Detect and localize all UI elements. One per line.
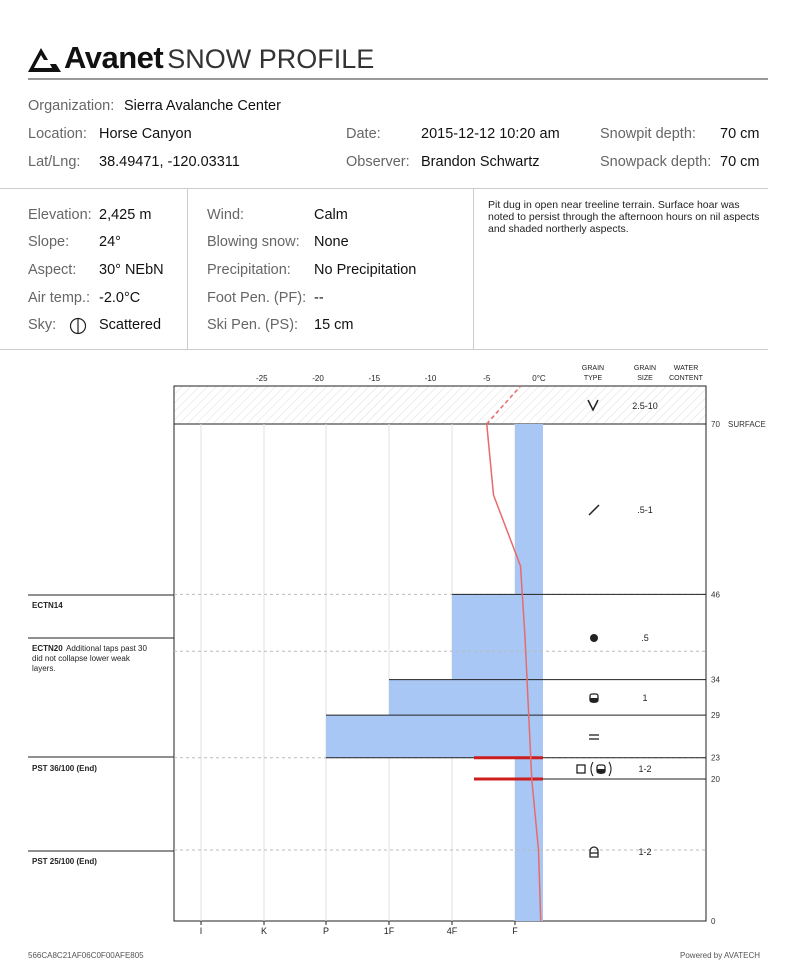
ski-pen-value: 15 cm bbox=[314, 317, 354, 333]
date-label: Date: bbox=[346, 126, 381, 142]
brand-subtitle: SNOW PROFILE bbox=[167, 44, 375, 74]
hardness-bar bbox=[389, 680, 543, 716]
grain-type-header-1: GRAIN bbox=[581, 365, 605, 372]
elevation-value: 2,425 m bbox=[99, 207, 152, 223]
temp-tick-label: -15 bbox=[368, 374, 381, 383]
precipitation-value: No Precipitation bbox=[314, 262, 417, 278]
temperature-axis bbox=[256, 374, 546, 383]
air-temp-label: Air temp.: bbox=[28, 290, 91, 306]
hardness-tick-label: P bbox=[322, 926, 330, 936]
test-name-ectn20: ECTN20 bbox=[32, 644, 63, 653]
hardness-axis bbox=[200, 921, 519, 936]
hardness-bars bbox=[326, 424, 543, 921]
pit-comment: Pit dug in open near treeline terrain. Surface hoar was noted to persist through the afternoon hours on nil aspects and shaded northerly aspects. bbox=[488, 199, 760, 235]
observer-label: Observer: bbox=[346, 154, 410, 170]
faceting-rounded-icon bbox=[590, 847, 598, 857]
air-temp-value: -2.0°C bbox=[99, 290, 141, 306]
grain-size-layer-3: 1 bbox=[642, 693, 648, 703]
sky-label: Sky: bbox=[28, 317, 57, 333]
depth-label: 46 bbox=[711, 590, 720, 600]
hardness-bar bbox=[452, 594, 543, 679]
test-note-ectn20: Additional taps past 30 did not collapse lower weak layers. bbox=[32, 644, 147, 673]
grain-size-layer-5: 1-2 bbox=[638, 764, 652, 774]
snowpit-depth-label: Snowpit depth: bbox=[600, 126, 696, 142]
surface-grain-size: 2.5-10 bbox=[632, 401, 658, 411]
slope-label: Slope: bbox=[28, 234, 70, 250]
wind-label: Wind: bbox=[207, 207, 245, 223]
hardness-bar bbox=[515, 424, 543, 594]
plot-frame bbox=[174, 424, 706, 921]
melt-freeze-crust-icon bbox=[589, 735, 599, 739]
aspect-value: 30° NEbN bbox=[99, 262, 164, 278]
temp-tick-label: -5 bbox=[483, 374, 491, 383]
wind-value: Calm bbox=[314, 207, 348, 223]
rounding-faceted-icon bbox=[590, 694, 598, 703]
snowpack-depth-label: Snowpack depth: bbox=[600, 154, 712, 170]
faceted-crystals-icon bbox=[577, 762, 611, 776]
blowing-snow-value: None bbox=[314, 234, 349, 250]
latlng-value: 38.49471, -120.03311 bbox=[99, 154, 240, 170]
location-label: Location: bbox=[28, 126, 87, 142]
date-value: 2015-12-12 10:20 am bbox=[421, 126, 560, 142]
hardness-bar bbox=[326, 715, 543, 758]
depth-label: 0 bbox=[711, 917, 716, 926]
hardness-tick-label: K bbox=[260, 926, 268, 936]
depth-label: 70 bbox=[711, 420, 720, 429]
ski-pen-label: Ski Pen. (PS): bbox=[207, 317, 299, 333]
hardness-bar bbox=[515, 758, 543, 779]
aspect-label: Aspect: bbox=[28, 262, 77, 278]
organization-label: Organization: bbox=[28, 98, 115, 114]
observer-value: Brandon Schwartz bbox=[421, 154, 540, 170]
organization-value: Sierra Avalanche Center bbox=[124, 98, 281, 114]
snowpit-depth-value: 70 cm bbox=[720, 126, 760, 142]
precipitation-label: Precipitation: bbox=[207, 262, 291, 278]
footer-powered: Powered by AVATECH bbox=[680, 951, 761, 960]
slope-value: 24° bbox=[99, 234, 121, 250]
grain-type-header-2: TYPE bbox=[583, 375, 603, 382]
temp-tick-label: 0°C bbox=[532, 374, 546, 383]
foot-pen-value: -- bbox=[314, 290, 324, 306]
hardness-tick-label: 4F bbox=[446, 926, 458, 936]
depth-label: 34 bbox=[711, 675, 720, 685]
grain-size-layer-1: .5-1 bbox=[637, 505, 653, 515]
depth-labels bbox=[711, 420, 720, 926]
test-name-ectn14: ECTN14 bbox=[32, 601, 63, 610]
water-content-header-2: CONTENT bbox=[669, 375, 703, 382]
foot-pen-label: Foot Pen. (PF): bbox=[207, 290, 307, 306]
grain-size-header-1: GRAIN bbox=[633, 365, 657, 372]
grain-size-header-2: SIZE bbox=[637, 375, 653, 382]
hardness-tick-label: F bbox=[512, 926, 518, 936]
depth-label: 20 bbox=[711, 775, 720, 784]
temp-tick-label: -20 bbox=[312, 374, 324, 383]
precipitation-particles-icon bbox=[589, 505, 599, 515]
elevation-label: Elevation: bbox=[28, 207, 92, 223]
temp-tick-label: -25 bbox=[255, 374, 268, 383]
sky-value: Scattered bbox=[99, 317, 162, 333]
test-name-pst36: PST 36/100 (End) bbox=[32, 764, 97, 773]
hardness-tick-label: I bbox=[199, 926, 203, 936]
hardness-tick-label: 1F bbox=[383, 926, 395, 936]
depth-label: 23 bbox=[711, 753, 720, 763]
footer-id: 566CA8C21AF06C0F00AFE805 bbox=[28, 951, 144, 960]
brand-name: Avanet bbox=[64, 40, 164, 75]
temp-tick-label: -10 bbox=[424, 374, 437, 383]
surface-label: SURFACE bbox=[728, 420, 766, 429]
blowing-snow-label: Blowing snow: bbox=[207, 234, 300, 250]
surface-strip bbox=[174, 386, 706, 424]
grain-size-layer-2: .5 bbox=[641, 633, 649, 643]
snowpack-depth-value: 70 cm bbox=[720, 154, 760, 170]
water-content-header-1: WATER bbox=[673, 365, 699, 372]
test-name-pst25: PST 25/100 (End) bbox=[32, 857, 97, 866]
latlng-label: Lat/Lng: bbox=[28, 154, 81, 170]
grain-size-layer-6: 1-2 bbox=[638, 847, 652, 857]
location-value: Horse Canyon bbox=[99, 126, 192, 142]
rounded-grains-icon bbox=[590, 634, 598, 642]
depth-label: 29 bbox=[711, 711, 720, 721]
